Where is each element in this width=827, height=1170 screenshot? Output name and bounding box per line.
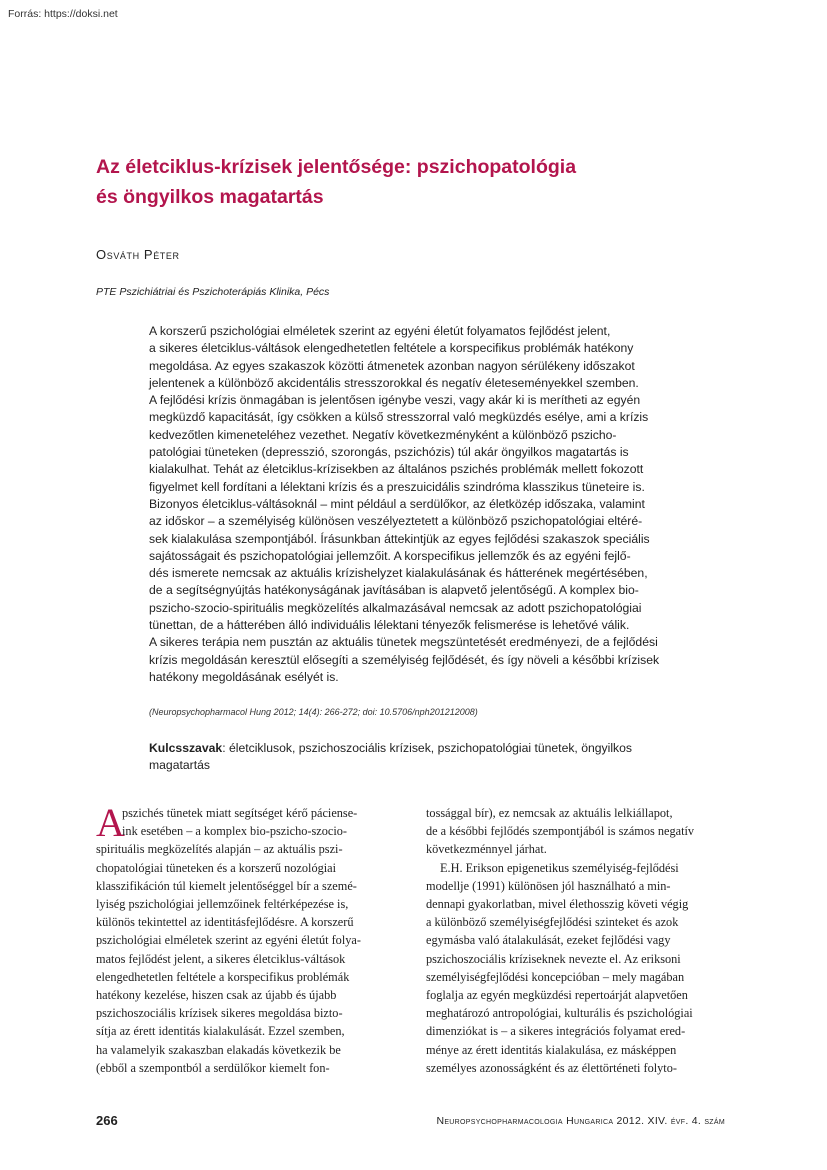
abstract-line: kialakulhat. Tehát az életciklus-krízisekben az általános pszichés problémák mellett fokozott [149,462,644,477]
body-line: a különböző személyiségfejlődési szinteket és azok [426,915,679,930]
body-line: pszichológiai elméletek szerint az egyéni életút folya- [96,933,361,948]
body-line: következménnyel járhat. [426,842,547,857]
keywords-label: Kulcsszavak [149,741,223,755]
source-label: Forrás: https://doksi.net [8,8,118,20]
abstract-line: sajátosságait és pszichopatológiai jellemzőit. A korspecifikus jellemzők és az egyéni fejlő- [149,548,631,563]
body-line: modellje (1991) különösen jól használható a min- [426,878,671,893]
body-line: ménye az érett identitás kialakulása, ez másképpen [426,1042,677,1057]
body-line: személyiségfejlődési koncepcióban – mely magában [426,969,685,984]
body-line: E.H. Erikson epigenetikus személyiség-fejlődési [440,860,679,875]
abstract-line: patológiai tüneteken (depresszió, szorongás, pszichózis) túl akár öngyilkos magatartás is [149,445,629,460]
abstract-line: A sikeres terápia nem pusztán az aktuális tünetek megszüntetését eredményezi, de a fejlődési [149,635,658,650]
abstract-line: figyelmet kell fordítani a lélektani krízis és a preszuicidális szindróma klasszikus tüneteire is. [149,479,645,494]
body-line: elengedhetetlen feltétele a korspecifikus problémák [96,969,350,984]
body-line: spirituális megközelítés alapján – az aktuális pszi- [96,842,343,857]
journal-footer: Neuropsychopharmacologia Hungarica 2012. XIV. évf. 4. szám [436,1115,725,1127]
abstract-line: Bizonyos életciklus-váltásoknál – mint például a serdülőkor, az életközép időszaka, valamint [149,496,645,511]
abstract-line: de a segítségnyújtás hatékonyságának javításában is alapvető jelentőségű. A komplex bio- [149,583,639,598]
citation-reference: (Neuropsychopharmacol Hung 2012; 14(4): 266-272; doi: 10.5706/nph201212008) [149,707,478,717]
body-line: különös tekintettel az identitásfejlődésre. A korszerű [96,915,354,930]
abstract-line: A fejlődési krízis önmagában is jelentősen igénybe veszi, vagy akár ki is merítheti az egyén [149,393,641,408]
abstract-line: A korszerű pszichológiai elméletek szerint az egyéni életút folyamatos fejlődést jelent, [149,324,611,338]
body-line: pszichés tünetek miatt segítséget kérő páciense- [122,806,358,820]
abstract-line: sek kialakulása szempontjából. Írásunkban áttekintjük az egyes fejlődési szakaszok speciális [149,531,650,546]
abstract-line: a sikeres életciklus-váltások elengedhetetlen feltétele a korspecifikus problémák hatékony [149,341,634,356]
keywords-text-continued: magatartás [149,758,210,773]
abstract-line: az időskor – a személyiség különösen veszélyeztetett a különböző pszichopatológiai eltéré- [149,514,643,529]
title-line: és öngyilkos magatartás [96,186,324,208]
abstract-line: dés ismerete nemcsak az aktuális krízishelyzet kialakulásának és hátterének megértésében, [149,566,648,581]
body-column-left [96,800,402,1077]
body-line: dennapi gyakorlatban, mivel élethosszig követi végig [426,897,689,912]
body-line: pszichoszociális kríziseknek nevezte el. Az eriksoni [426,951,681,966]
body-line: pszichoszociális krízisek sikeres megoldása bizto- [96,1006,343,1021]
body-line: lyiség pszichológiai jellemzőinek feltérképezése is, [96,897,349,912]
body-line: de a későbbi fejlődés szempontjából is számos negatív [426,824,695,839]
abstract-line: megoldása. Az egyes szakaszok közötti átmenetek azonban nagyon sérülékeny időszakot [149,358,635,373]
body-line: foglalja az egyén megküzdési repertoárját alapvetően [426,988,688,1003]
body-line: matos fejlődést jelent, a sikeres életciklus-váltások [96,951,346,966]
body-line: (ebből a szempontból a serdülőkor kiemelt fon- [96,1060,330,1075]
body-line: chopatológiai tüneteken és a korszerű nozológiai [96,860,337,875]
abstract-line: krízis megoldásán keresztül elősegíti a személyiség fejlődését, és így növeli a későbbi krízisek [149,652,660,667]
abstract-line: jelentenek a különböző akcidentális stresszorokkal és negatív életeseményekkel szemben. [149,375,639,390]
body-line: dimenziókat is – a sikeres integrációs folyamat ered- [426,1024,686,1039]
body-line: tossággal bír), ez nemcsak az aktuális lelkiállapot, [426,806,673,820]
keywords-text: : életciklusok, pszichoszociális krízisek, pszichopatológiai tünetek, öngyilkos [222,741,633,755]
page-number: 266 [96,1113,118,1128]
body-line: személyes azonosságként és az élettörténeti folyto- [426,1060,677,1075]
body-line: sítja az érett identitás kialakulását. Ezzel szemben, [96,1024,345,1039]
abstract [149,323,687,686]
abstract-line: tünettan, de a hátterében álló individuális lélektani tényezők felismerése is lehetővé válik. [149,618,630,633]
abstract-line: kedvezőtlen kimeneteléhez vezethet. Negatív következményként a különböző pszicho- [149,427,617,442]
body-line: egymásba való átalakulását, ezeket fejlődési vagy [426,933,671,948]
title-line: Az életciklus-krízisek jelentősége: pszichopatológia [96,156,577,178]
body-line: meghatározó antropológiai, kulturális és pszichológiai [426,1006,693,1021]
author-name: Osváth Péter [96,247,180,262]
body-line: klasszifikáción túl kiemelt jelentőséggel bír a szemé- [96,878,357,893]
abstract-line: megküzdő kapacitását, így csökken a külső stresszorral való megküzdés esélye, ami a krízis [149,410,649,425]
body-column-right [426,804,732,1077]
abstract-line: pszicho-szocio-spirituális megközelítés alkalmazásával nemcsak az adott pszichopatológiai [149,600,642,615]
body-line: ha valamelyik szakaszban elakadás következik be [96,1042,341,1057]
body-line: ink esetében – a komplex bio-pszicho-szocio- [122,824,348,839]
article-title [96,152,736,212]
drop-cap: A [96,800,125,845]
body-line: hatékony kezelése, hiszen csak az újabb és újabb [96,988,337,1003]
abstract-line: hatékony megoldásának esélyét is. [149,669,339,684]
author-affiliation: PTE Pszichiátriai és Pszichoterápiás Klinika, Pécs [96,286,330,298]
keywords [149,740,689,775]
